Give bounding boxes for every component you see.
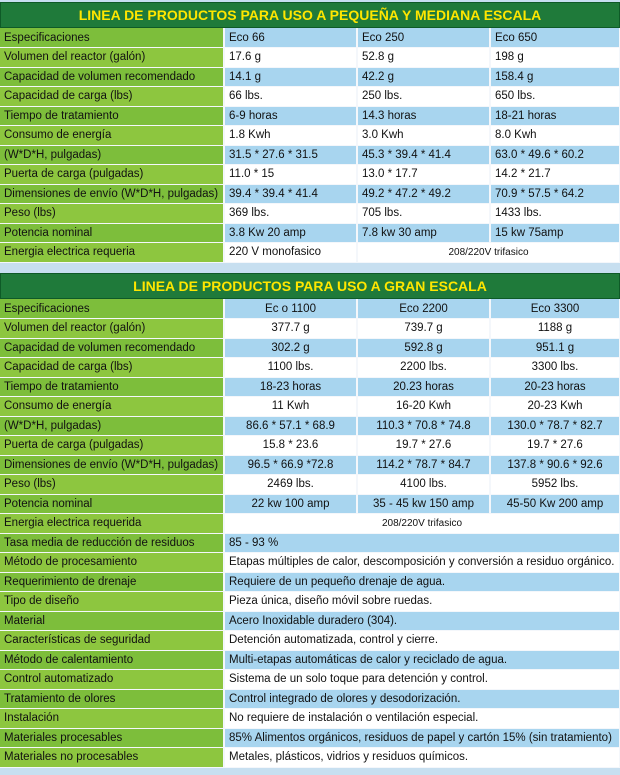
spec-value: 14.2 * 21.7 bbox=[490, 165, 620, 185]
spec-value: 2200 lbs. bbox=[357, 358, 490, 378]
spec-value: 70.9 * 57.5 * 64.2 bbox=[490, 184, 620, 204]
detail-row bbox=[0, 670, 620, 690]
spec-value: 18-21 horas bbox=[490, 106, 620, 126]
spec-value: 137.8 * 90.6 * 92.6 bbox=[490, 455, 620, 475]
detail-row bbox=[0, 728, 620, 748]
spec-value: 377.7 g bbox=[224, 319, 357, 339]
detail-value: Pieza única, diseño móvil sobre ruedas. bbox=[224, 592, 620, 612]
spec-value: Eco 250 bbox=[357, 28, 490, 48]
spec-row bbox=[0, 106, 620, 126]
spec-label: Especificaciones bbox=[0, 299, 224, 319]
spec-value: 22 kw 100 amp bbox=[224, 494, 357, 514]
spec-value: 16-20 Kwh bbox=[357, 397, 490, 417]
detail-label: Material bbox=[0, 611, 224, 631]
section-title: LINEA DE PRODUCTOS PARA USO A PEQUEÑA Y MEDIANA ESCALA bbox=[0, 2, 620, 28]
spec-value: 250 lbs. bbox=[357, 87, 490, 107]
spec-row bbox=[0, 184, 620, 204]
spec-row bbox=[0, 165, 620, 185]
spec-value: 45-50 Kw 200 amp bbox=[490, 494, 620, 514]
detail-row bbox=[0, 553, 620, 573]
power-row bbox=[0, 243, 620, 263]
spec-label: Energia electrica requeria bbox=[0, 243, 224, 263]
spec-row bbox=[0, 126, 620, 146]
small-medium-scale-section bbox=[0, 2, 620, 263]
detail-row bbox=[0, 572, 620, 592]
detail-label: Método de calentamiento bbox=[0, 650, 224, 670]
detail-value: Requiere de un pequeño drenaje de agua. bbox=[224, 572, 620, 592]
detail-value: 85% Alimentos orgánicos, residuos de papel y cartón 15% (sin tratamiento) bbox=[224, 728, 620, 748]
spec-value: 5952 lbs. bbox=[490, 475, 620, 495]
spec-value: 19.7 * 27.6 bbox=[490, 436, 620, 456]
spec-row bbox=[0, 397, 620, 417]
spec-row bbox=[0, 436, 620, 456]
spec-label: Volumen del reactor (galón) bbox=[0, 48, 224, 68]
spec-label: Energia electrica requerida bbox=[0, 514, 224, 534]
spec-value: 1433 lbs. bbox=[490, 204, 620, 224]
spec-value: Eco 3300 bbox=[490, 299, 620, 319]
spec-value: Eco 2200 bbox=[357, 299, 490, 319]
spec-row bbox=[0, 299, 620, 319]
detail-label: Tipo de diseño bbox=[0, 592, 224, 612]
detail-label: Materiales no procesables bbox=[0, 748, 224, 768]
detail-label: Tasa media de reducción de residuos bbox=[0, 533, 224, 553]
spec-value: 220 V monofasico bbox=[224, 243, 357, 263]
spec-value: 39.4 * 39.4 * 41.4 bbox=[224, 184, 357, 204]
power-row bbox=[0, 514, 620, 534]
spec-value: 63.0 * 49.6 * 60.2 bbox=[490, 145, 620, 165]
detail-value: Metales, plásticos, vidrios y residuos químicos. bbox=[224, 748, 620, 768]
detail-value: Sistema de un solo toque para detención y control. bbox=[224, 670, 620, 690]
spec-value: 130.0 * 78.7 * 82.7 bbox=[490, 416, 620, 436]
spec-value: 66 lbs. bbox=[224, 87, 357, 107]
spec-value: 369 lbs. bbox=[224, 204, 357, 224]
spec-value: 198 g bbox=[490, 48, 620, 68]
detail-value: Detención automatizada, control y cierre. bbox=[224, 631, 620, 651]
spec-value: 14.1 g bbox=[224, 67, 357, 87]
spec-value: 208/220V trifasico bbox=[357, 243, 620, 263]
spec-label: (W*D*H, pulgadas) bbox=[0, 416, 224, 436]
detail-row bbox=[0, 611, 620, 631]
spec-row bbox=[0, 223, 620, 243]
spec-label: Peso (lbs) bbox=[0, 475, 224, 495]
spec-value: 20-23 Kwh bbox=[490, 397, 620, 417]
spec-row bbox=[0, 145, 620, 165]
spec-value: 15.8 * 23.6 bbox=[224, 436, 357, 456]
spec-value: Eco 650 bbox=[490, 28, 620, 48]
detail-row bbox=[0, 709, 620, 729]
spec-row bbox=[0, 338, 620, 358]
spec-value: 208/220V trifasico bbox=[224, 514, 620, 534]
detail-label: Materiales procesables bbox=[0, 728, 224, 748]
spec-value: 20.23 horas bbox=[357, 377, 490, 397]
spec-value: Ec o 1100 bbox=[224, 299, 357, 319]
spec-value: 15 kw 75amp bbox=[490, 223, 620, 243]
spec-value: 705 lbs. bbox=[357, 204, 490, 224]
spec-label: Dimensiones de envío (W*D*H, pulgadas) bbox=[0, 184, 224, 204]
spec-value: 18-23 horas bbox=[224, 377, 357, 397]
spec-value: 592.8 g bbox=[357, 338, 490, 358]
spec-value: 45.3 * 39.4 * 41.4 bbox=[357, 145, 490, 165]
detail-value: Acero Inoxidable duradero (304). bbox=[224, 611, 620, 631]
spec-row bbox=[0, 204, 620, 224]
large-scale-section bbox=[0, 273, 620, 768]
detail-label: Control automatizado bbox=[0, 670, 224, 690]
detail-row bbox=[0, 631, 620, 651]
spec-value: 3.8 Kw 20 amp bbox=[224, 223, 357, 243]
spec-label: Potencia nominal bbox=[0, 494, 224, 514]
spec-label: Capacidad de volumen recomendado bbox=[0, 338, 224, 358]
spec-row bbox=[0, 358, 620, 378]
spec-value: 17.6 g bbox=[224, 48, 357, 68]
detail-label: Método de procesamiento bbox=[0, 553, 224, 573]
spec-value: 1.8 Kwh bbox=[224, 126, 357, 146]
spec-row bbox=[0, 48, 620, 68]
detail-value: Control integrado de olores y desodorización. bbox=[224, 689, 620, 709]
spec-row bbox=[0, 494, 620, 514]
spec-label: Tiempo de tratamiento bbox=[0, 377, 224, 397]
spec-label: Volumen del reactor (galón) bbox=[0, 319, 224, 339]
spec-value: 739.7 g bbox=[357, 319, 490, 339]
detail-row bbox=[0, 689, 620, 709]
spec-value: 14.3 horas bbox=[357, 106, 490, 126]
spec-value: 951.1 g bbox=[490, 338, 620, 358]
spec-value: 3.0 Kwh bbox=[357, 126, 490, 146]
detail-row bbox=[0, 748, 620, 768]
spec-value: 114.2 * 78.7 * 84.7 bbox=[357, 455, 490, 475]
spec-value: 3300 lbs. bbox=[490, 358, 620, 378]
spec-value: 11.0 * 15 bbox=[224, 165, 357, 185]
spec-value: 302.2 g bbox=[224, 338, 357, 358]
detail-value: No requiere de instalación o ventilación especial. bbox=[224, 709, 620, 729]
spec-label: (W*D*H, pulgadas) bbox=[0, 145, 224, 165]
spec-row bbox=[0, 67, 620, 87]
spec-value: 110.3 * 70.8 * 74.8 bbox=[357, 416, 490, 436]
small-medium-spec-table bbox=[0, 28, 620, 263]
spec-row bbox=[0, 319, 620, 339]
spec-label: Tiempo de tratamiento bbox=[0, 106, 224, 126]
spec-value: 86.6 * 57.1 * 68.9 bbox=[224, 416, 357, 436]
spec-value: 4100 lbs. bbox=[357, 475, 490, 495]
detail-label: Instalación bbox=[0, 709, 224, 729]
spec-label: Puerta de carga (pulgadas) bbox=[0, 436, 224, 456]
spec-value: 1100 lbs. bbox=[224, 358, 357, 378]
spec-value: 31.5 * 27.6 * 31.5 bbox=[224, 145, 357, 165]
spec-label: Peso (lbs) bbox=[0, 204, 224, 224]
spec-row bbox=[0, 455, 620, 475]
detail-row bbox=[0, 592, 620, 612]
large-scale-spec-table bbox=[0, 299, 620, 768]
spec-row bbox=[0, 377, 620, 397]
spec-label: Capacidad de volumen recomendado bbox=[0, 67, 224, 87]
detail-value: 85 - 93 % bbox=[224, 533, 620, 553]
detail-label: Características de seguridad bbox=[0, 631, 224, 651]
spec-row bbox=[0, 416, 620, 436]
detail-value: Etapas múltiples de calor, descomposición y conversión a residuo orgánico. bbox=[224, 553, 620, 573]
spec-value: 2469 lbs. bbox=[224, 475, 357, 495]
detail-value: Multi-etapas automáticas de calor y reciclado de agua. bbox=[224, 650, 620, 670]
spec-value: 49.2 * 47.2 * 49.2 bbox=[357, 184, 490, 204]
spec-label: Consumo de energía bbox=[0, 397, 224, 417]
spec-value: 20-23 horas bbox=[490, 377, 620, 397]
spec-value: 8.0 Kwh bbox=[490, 126, 620, 146]
spec-value: 650 lbs. bbox=[490, 87, 620, 107]
spec-label: Especificaciones bbox=[0, 28, 224, 48]
spec-label: Puerta de carga (pulgadas) bbox=[0, 165, 224, 185]
spec-value: 35 - 45 kw 150 amp bbox=[357, 494, 490, 514]
spec-value: 96.5 * 66.9 *72.8 bbox=[224, 455, 357, 475]
spec-label: Potencia nominal bbox=[0, 223, 224, 243]
detail-label: Requerimiento de drenaje bbox=[0, 572, 224, 592]
detail-row bbox=[0, 533, 620, 553]
spec-value: 158.4 g bbox=[490, 67, 620, 87]
spec-value: 52.8 g bbox=[357, 48, 490, 68]
detail-label: Tratamiento de olores bbox=[0, 689, 224, 709]
spec-row bbox=[0, 475, 620, 495]
spec-label: Dimensiones de envío (W*D*H, pulgadas) bbox=[0, 455, 224, 475]
spec-label: Consumo de energía bbox=[0, 126, 224, 146]
spec-value: 11 Kwh bbox=[224, 397, 357, 417]
spec-value: 1188 g bbox=[490, 319, 620, 339]
spec-value: 13.0 * 17.7 bbox=[357, 165, 490, 185]
spec-value: 19.7 * 27.6 bbox=[357, 436, 490, 456]
section-title: LINEA DE PRODUCTOS PARA USO A GRAN ESCALA bbox=[0, 273, 620, 299]
spec-value: 6-9 horas bbox=[224, 106, 357, 126]
spec-label: Capacidad de carga (lbs) bbox=[0, 87, 224, 107]
spec-value: Eco 66 bbox=[224, 28, 357, 48]
spec-row bbox=[0, 28, 620, 48]
spec-value: 42.2 g bbox=[357, 67, 490, 87]
spec-label: Capacidad de carga (lbs) bbox=[0, 358, 224, 378]
spec-row bbox=[0, 87, 620, 107]
detail-row bbox=[0, 650, 620, 670]
spec-value: 7.8 kw 30 amp bbox=[357, 223, 490, 243]
